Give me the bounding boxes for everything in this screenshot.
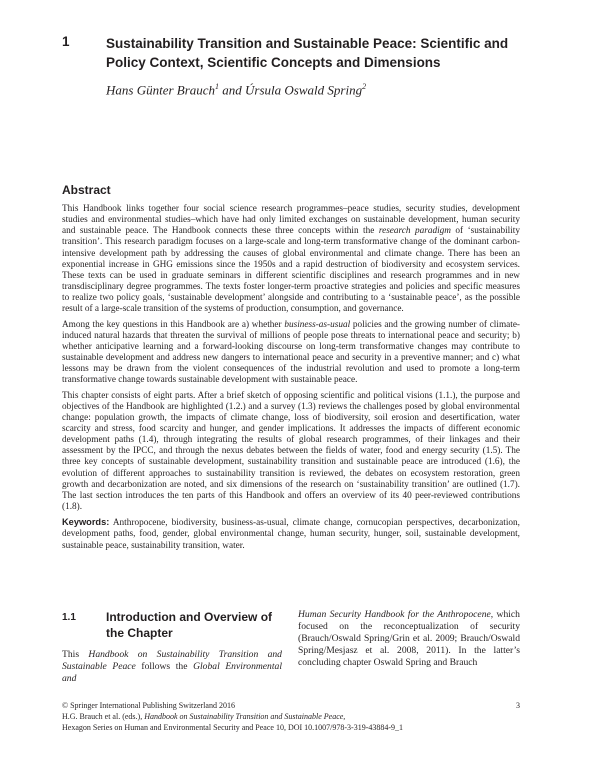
italic-run: Handbook on Sustainability Transition and Sustainable Peace, <box>144 712 346 721</box>
author-affiliation-mark: 1 <box>215 82 220 91</box>
text-run: This <box>62 649 89 660</box>
abstract-paragraph <box>62 320 520 387</box>
page-footer <box>62 700 520 733</box>
text-column-left <box>62 649 282 685</box>
italic-run: research paradigm <box>378 226 451 237</box>
text-run: of ‘sustainability transition’. This research paradigm focuses on a large-scale and long-term transformative change of the dominant carbon-intensive development path by addressing the causes of global environmental and climate change. There has been an exponential increase in GHG emissions since the 1950s and a rapid destruction of biodiversity and ecosystem services. These texts can be used in graduate seminars in different scientific disciplines and research programmes and in new transdisciplinary degree programmes. The texts foster longer-term proactive strategies and policies and specific measures to realize two policy goals, ‘sustainable development’ alongside and contributing to a ‘sustainable peace’, as the possible result of a large-scale transition of the systems of production, consumption, and governance. <box>62 226 520 315</box>
keywords-list: Anthropocene, biodiversity, business-as-usual, climate change, cornucopian perspectives, decarbonization, development paths, food, gender, global environmental change, human security, hunger, soil, sustainable development, sustainable peace, sustainability transition, water. <box>62 518 520 551</box>
authors-joiner: and <box>219 82 246 98</box>
abstract-paragraph <box>62 204 520 316</box>
author-affiliation-mark: 2 <box>362 82 367 91</box>
chapter-number: 1 <box>62 34 70 49</box>
section-title: Introduction and Overview of the Chapter <box>106 610 273 640</box>
text-column-right <box>298 609 520 669</box>
keywords-label: Keywords: <box>62 517 110 528</box>
italic-run: Handbook on Sustainability Transition and Sustainable Peace <box>62 649 282 672</box>
section-number: 1.1 <box>62 612 76 623</box>
author-name: Úrsula Oswald Spring <box>245 82 363 98</box>
text-run: Among the key questions in this Handbook are a) whether <box>62 319 285 330</box>
chapter-title: Sustainability Transition and Sustainable Peace: Scientific and Policy Context, Scientific Concepts and Dimensions <box>106 36 509 70</box>
author-name: Hans Günter Brauch <box>106 82 216 98</box>
abstract-heading: Abstract <box>62 183 111 197</box>
text-run: policies and the growing number of climate-induced natural hazards that threaten the survival of millions of people pose threats to international peace and security; b) whether anticipative learning and a forward-looking discourse on long-term transformative changes may contribute to sustainable development and address new dangers to international peace and security in a preventive manner; and c) what lessons may be drawn from the violent consequences of the industrial revolution and used to promote a long-term transformative change towards sustainable development with sustainable peace. <box>62 319 521 386</box>
series-line: Hexagon Series on Human and Environmental Security and Peace 10, DOI 10.1007/978-3-319-43884-9_1 <box>62 723 404 732</box>
page-number: 3 <box>516 701 520 710</box>
text-run: H.G. Brauch et al. (eds.), <box>62 712 145 721</box>
keywords <box>62 517 520 551</box>
text-run: This Handbook links together four social science research programmes–peace studies, security studies, development studies and environmental studies–which have had only limited exchanges on sustainable development, human security and sustainable peace. The Handbook connects these three concepts within the <box>62 204 520 237</box>
italic-run: business-as-usual <box>284 319 351 330</box>
chapter-authors <box>106 82 366 98</box>
abstract-paragraph: This chapter consists of eight parts. After a brief sketch of opposing scientific and political visions (1.1.), the purpose and objectives of the Handbook are highlighted (1.2.) and a survey (1.3) reviews the challenges posed by global environmental change: population growth, the impacts of climate change, loss of biodiversity, soil erosion and desertification, water scarcity and stress, food scarcity and hunger, and gender implications. It addresses the impacts of different economic development paths (1.4), through integrating the results of global research programmes, of their linkages and their assessment by the IPCC, and through the nexus debates between the fields of water, food and energy security (1.5). The three key concepts of sustainable development, sustainability transition and sustainable peace are introduced (1.6), the evolution of different approaches to sustainability transition is reviewed, the debates on ecosystem restoration, green growth and decarbonization are noted, and six dimensions of the research on ‘sustainability transition’ are outlined (1.7). The last section introduces the ten parts of this Handbook and offers an overview of its 40 peer-reviewed contributions (1.8). <box>62 390 520 513</box>
italic-run: Global Environmental and <box>62 661 282 684</box>
copyright-line: © Springer International Publishing Switzerland 2016 <box>62 701 235 710</box>
abstract-body <box>62 204 520 556</box>
text-run: which focused on the reconceptualization of security (Brauch/Oswald Spring/Grin et al. 2009; Brauch/Oswald Spring/Mesjasz et al. 2008, 2011). In the latter’s concluding chapter Oswald Spring and Brauch <box>298 609 520 668</box>
citation-line <box>62 711 520 722</box>
italic-run: Human Security Handbook for the Anthropocene, <box>298 609 494 620</box>
text-run: follows the <box>135 661 194 672</box>
